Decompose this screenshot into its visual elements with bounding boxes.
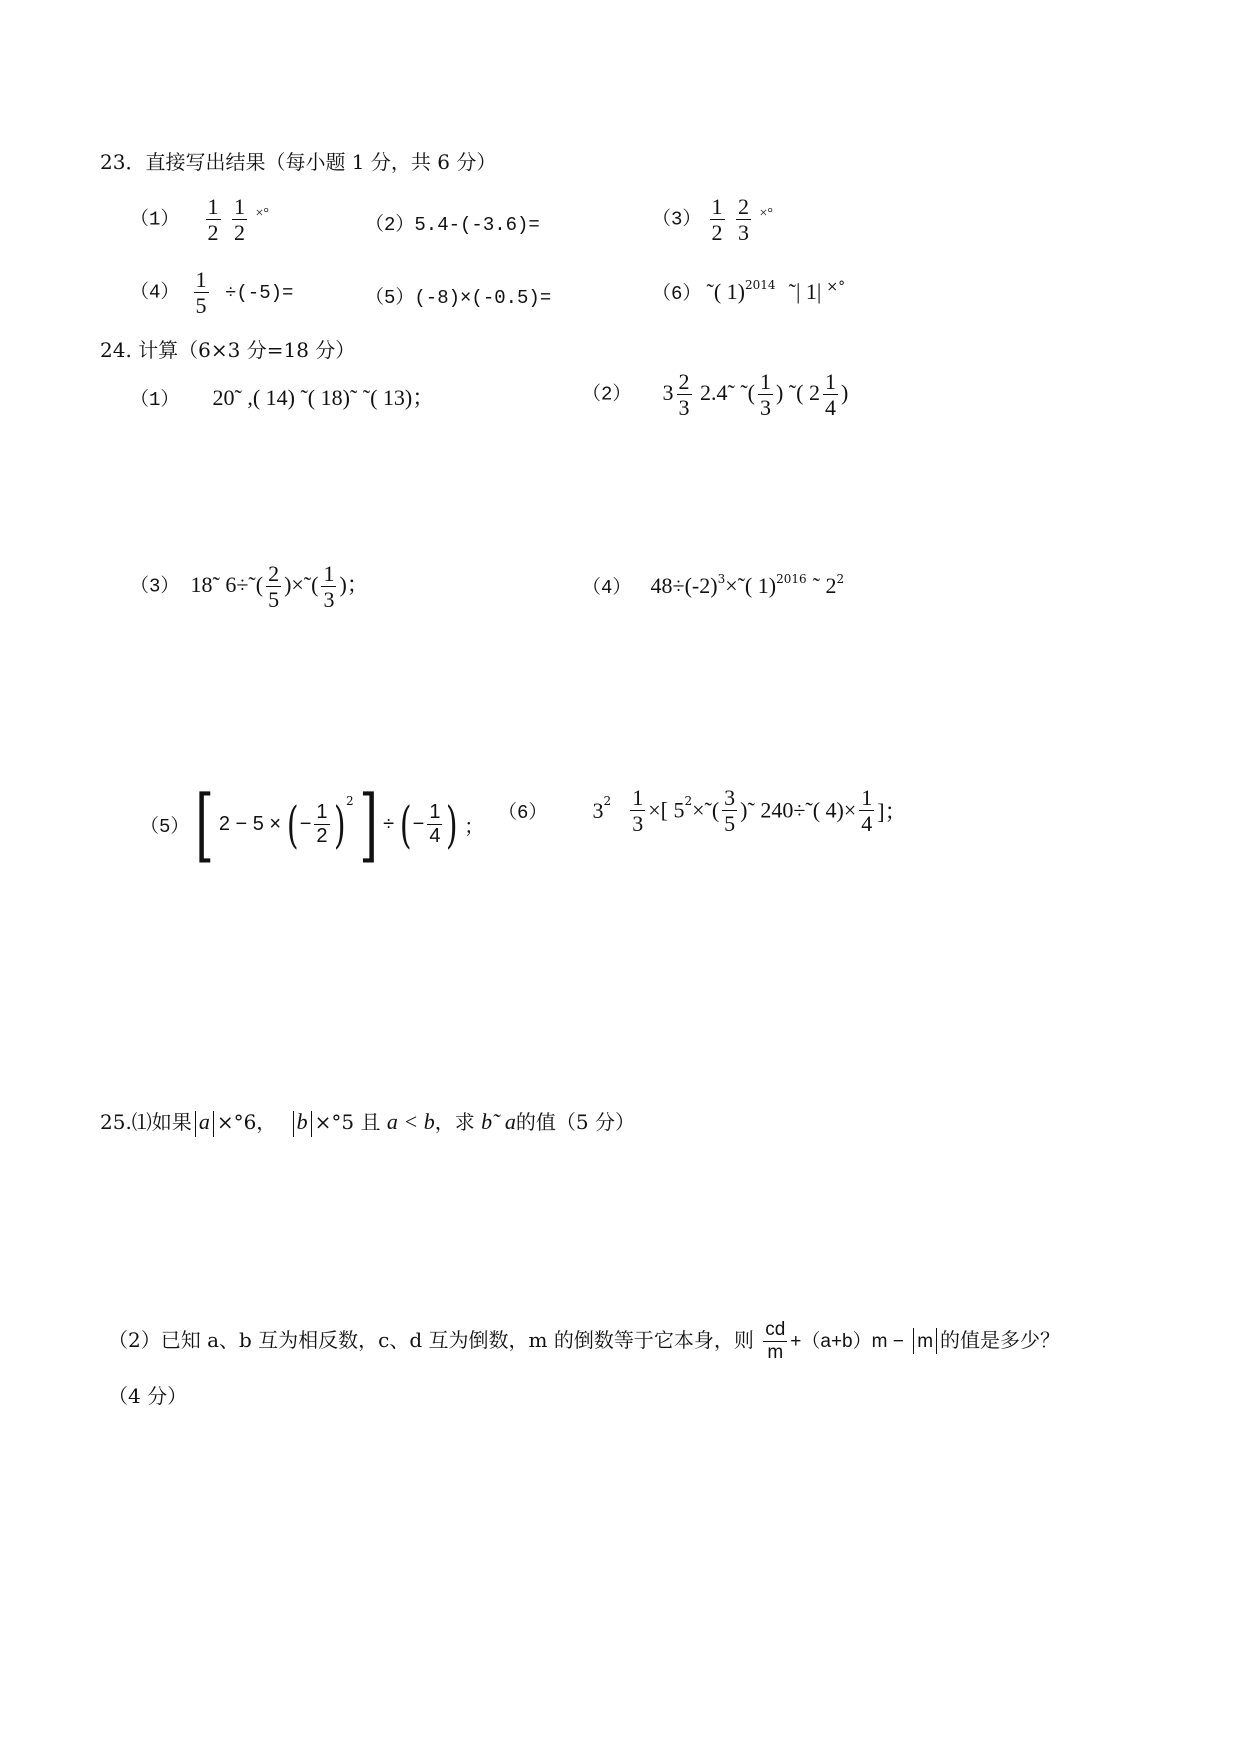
q24-p2-frac2: $\frac{1}{3}$ (759, 369, 771, 421)
q25-p2-frac: $\frac{cd}{m}$ (765, 1319, 786, 1363)
q25-part2: （2）已知 a、b 互为相反数，c、d 互为倒数，m 的倒数等于它本身，则 $\frac{cd}{m}$ +（a+b）m − m 的值是多少？ (108, 1319, 1061, 1363)
q23-p1-tail: ×° (255, 205, 269, 221)
q23-part3 (652, 195, 773, 244)
q24-p5-frac1: $\frac{1}{2}$ (316, 801, 328, 847)
q23-p6-b: ˜| 1| (788, 279, 822, 304)
right-bracket: ] (359, 778, 378, 871)
q24-title: 24. 计算（6×3 分=18 分） (100, 338, 356, 362)
q23-p2-label: （2） (365, 214, 415, 236)
q24-p3-frac1: $\frac{2}{5}$ (268, 561, 280, 613)
q23-p6-tail: ×° (826, 279, 846, 295)
q23-p4-label: （4） (130, 281, 180, 304)
q24-p2-label: （2） (582, 383, 632, 406)
q23-p5-label: （5） (365, 287, 415, 309)
q23-p4-frac: $\frac{1}{5}$ (195, 267, 207, 319)
q24-part3: （3） 18˜ 6÷˜( $\frac{2}{5}$ )×˜( $\frac{1}{3}$ )； (130, 561, 369, 613)
q23-p3-frac1: $\frac{1}{2}$ (711, 194, 723, 246)
q23-part6 (652, 278, 845, 305)
q23-p6-exp: 2014 (744, 278, 776, 292)
q23-p5-expr: (-8)×(-0.5)= (414, 287, 552, 309)
q24-p4-label: （4） (582, 577, 632, 599)
q23-p6-a: ˜( 1) (706, 279, 745, 304)
q24-p2-frac3: $\frac{1}{4}$ (824, 369, 836, 421)
q23-p2-expr: 5.4-(-3.6)= (414, 214, 540, 236)
q24-p5-frac2: $\frac{1}{4}$ (429, 801, 441, 847)
q24-part1 (130, 381, 434, 412)
q24-p1-label: （1） (130, 389, 180, 411)
q24-part5: （5） [ 2 − 5 × (− $\frac{1}{2}$ )$^2$ ] ÷ (− $\frac{1}{4}$ ) ； (140, 778, 485, 871)
q23-p4-tail: ÷(-5)= (225, 281, 294, 304)
q23-p1-frac2: $\frac{1}{2}$ (234, 194, 245, 246)
q23-p1-label: （1） (130, 208, 180, 231)
q24-part6: （6） $3^2$ $\frac{1}{3}$ ×[ $5^2\times˜$( $\frac{3}{5}$ )˜ 240÷˜( 4)× $\frac{1}{4}$ ]； (498, 785, 907, 837)
q24-part4: （4） $48\div(-2)^3\times˜$( 1)$^{2016}$ ˜ $2^2$ (582, 572, 845, 599)
q24-p6-label: （6） (498, 802, 548, 825)
left-bracket: [ (194, 778, 214, 871)
q23-part2 (365, 209, 540, 236)
q24-p6-frac3: $\frac{1}{4}$ (861, 785, 873, 837)
q23-p3-tail: ×° (759, 205, 773, 221)
q23-title: 23．直接写出结果（每小题 1 分，共 6 分） (100, 150, 497, 174)
q24-p3-frac2: $\frac{1}{3}$ (323, 561, 335, 613)
q24-p5-label: （5） (140, 816, 190, 838)
q24-p6-frac1: $\frac{1}{3}$ (632, 785, 644, 837)
q24-p6-frac2: $\frac{3}{5}$ (724, 785, 736, 837)
q24-p1-expr: 20˜ ,( 14) ˜( 18)˜ ˜( 13)； (212, 385, 435, 410)
q23-p3-frac2: $\frac{2}{3}$ (738, 194, 749, 246)
q23-part1 (130, 195, 269, 244)
q25-part1: 25.⑴如果 a ×°6， b ×°5 且 a < b，求 b˜ a的值（5 分） (100, 1106, 635, 1137)
q24-p2-frac1: $\frac{2}{3}$ (678, 369, 690, 421)
q23-p1-frac1: $\frac{1}{2}$ (207, 194, 219, 246)
q23-p3-label: （3） (652, 208, 702, 231)
q23-part5 (365, 282, 551, 309)
q23-p6-label: （6） (652, 283, 702, 305)
q24-p3-label: （3） (130, 575, 180, 598)
q23-part4 (130, 268, 293, 317)
q24-part2: （2） 3 $\frac{2}{3}$ 2.4˜ ˜( $\frac{1}{3}$ ) ˜( 2 $\frac{1}{4}$ ) (582, 369, 849, 421)
q25-p2-score: （4 分） (108, 1384, 188, 1408)
